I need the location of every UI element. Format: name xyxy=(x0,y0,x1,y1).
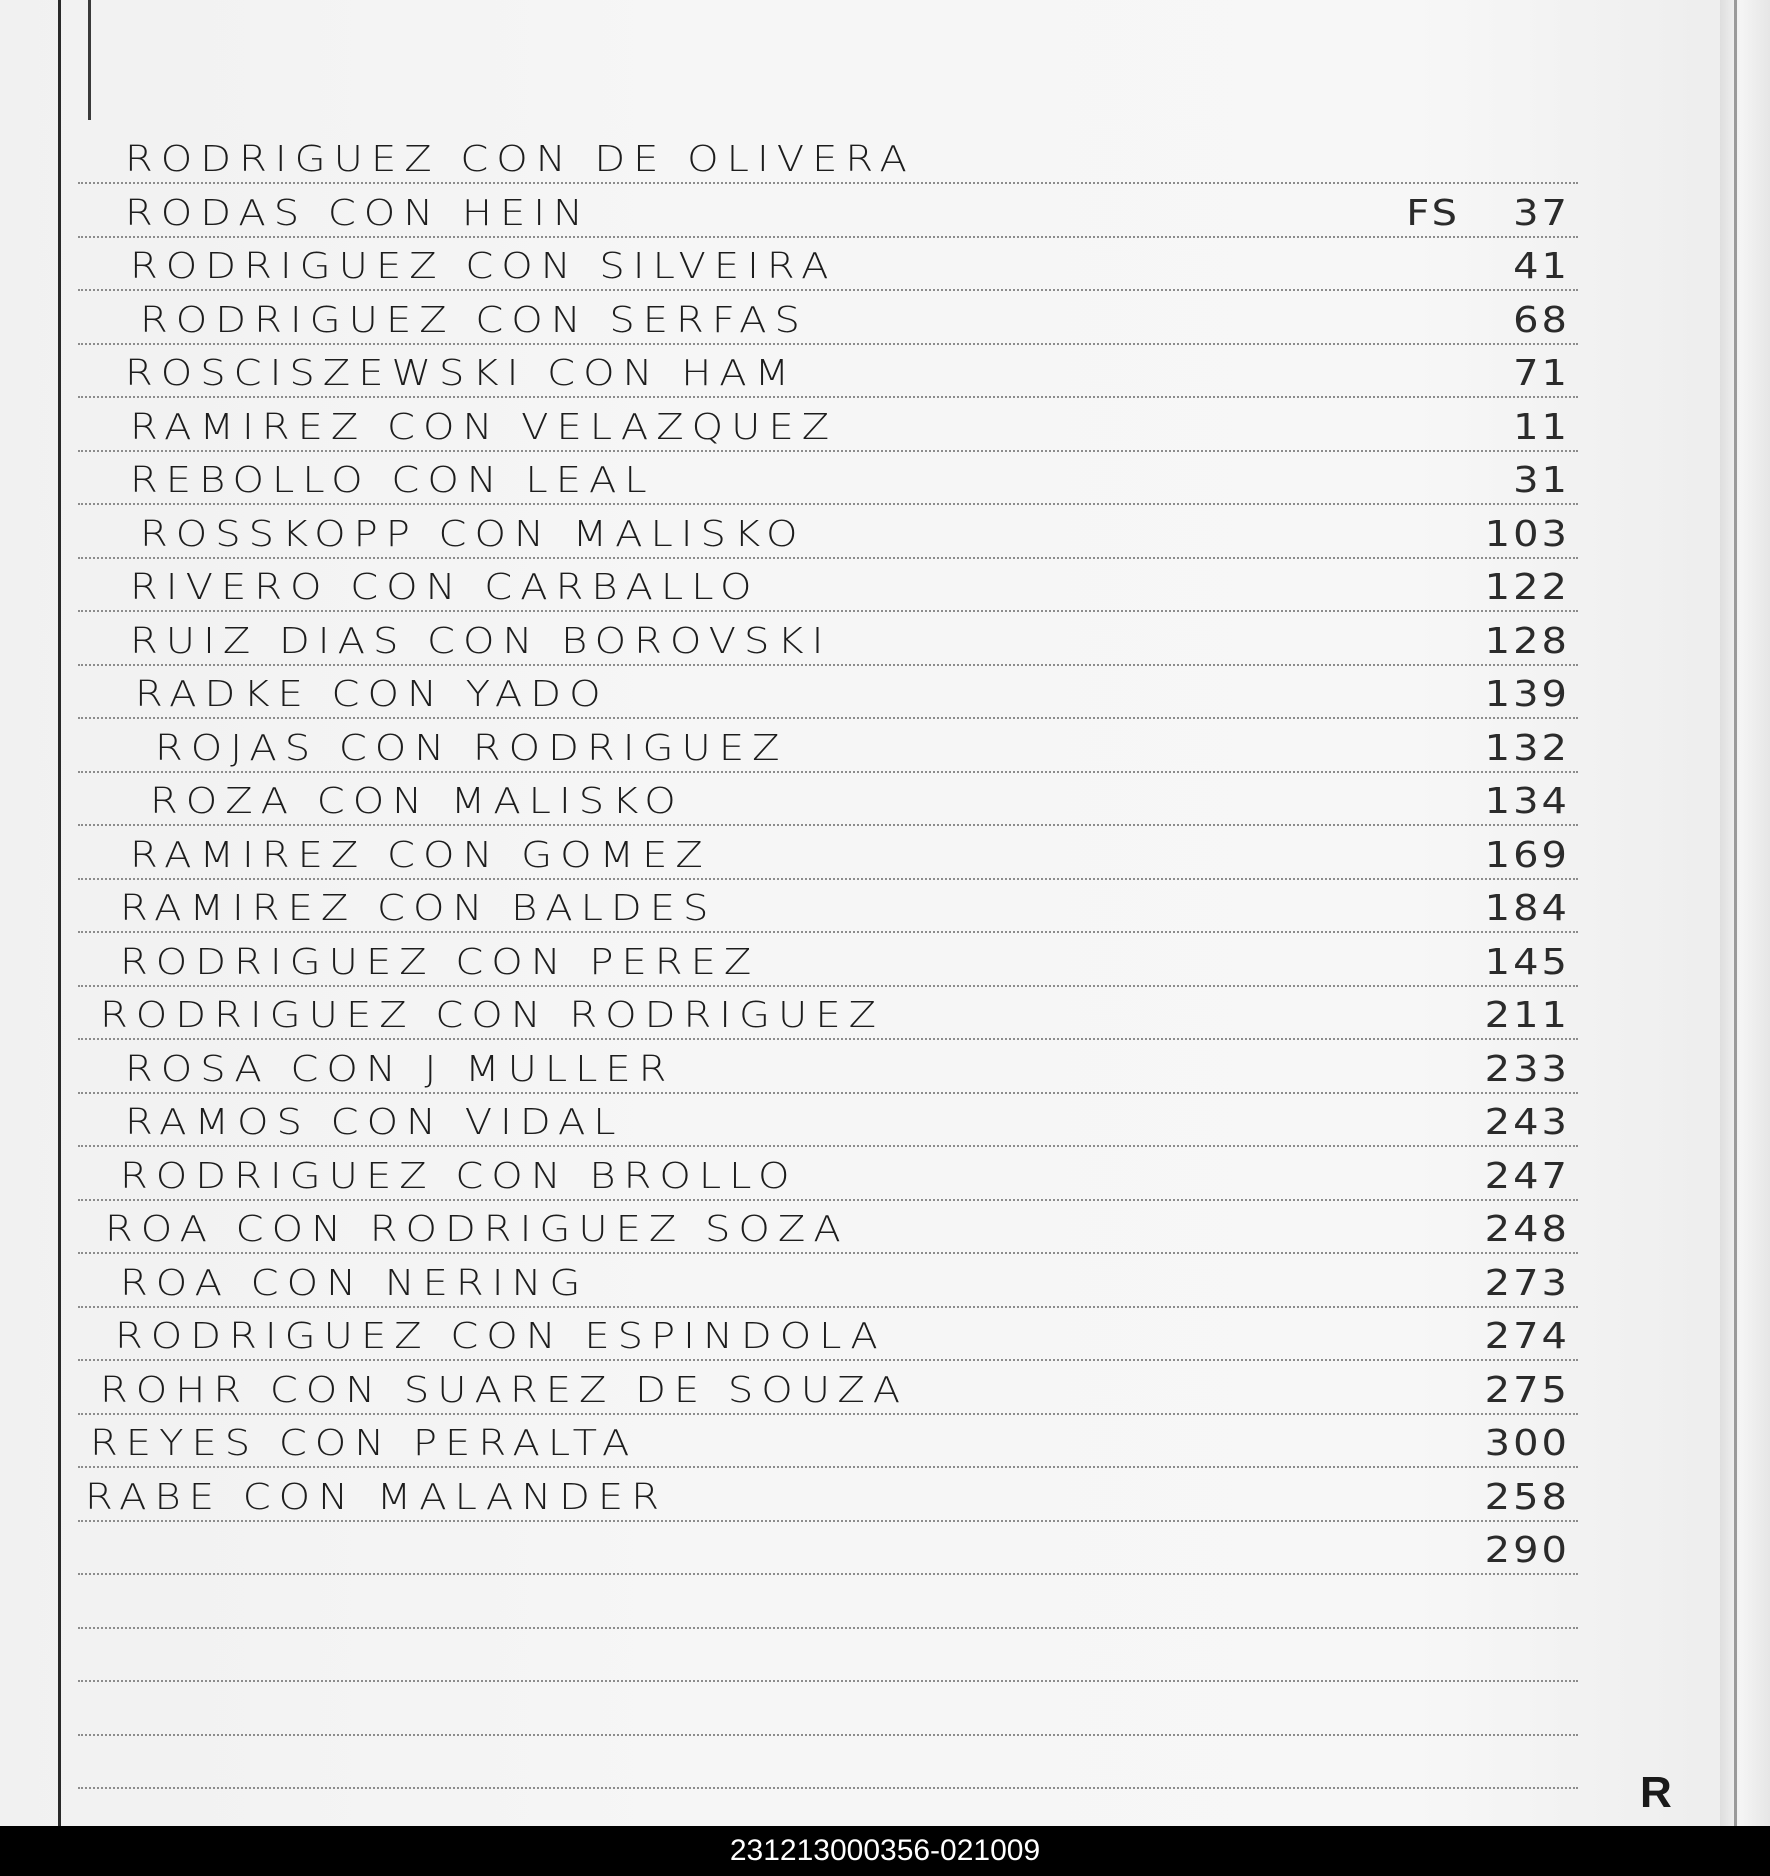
entry-folio: 274 xyxy=(1484,1315,1570,1357)
ledger-entry xyxy=(0,772,1770,824)
entry-folio: 145 xyxy=(1484,941,1570,983)
entry-name: ROHR CON SUAREZ DE SOUZA xyxy=(100,1370,909,1411)
ledger-entry xyxy=(0,184,1770,236)
ledger-entry xyxy=(0,344,1770,396)
ruled-line xyxy=(78,1680,1578,1682)
ledger-entry xyxy=(0,1307,1770,1359)
ledger-entry xyxy=(0,1040,1770,1092)
entry-folio: 31 xyxy=(1513,459,1570,501)
entry-name: RUIZ DIAS CON BOROVSKI xyxy=(130,621,832,662)
entry-name: REBOLLO CON LEAL xyxy=(130,460,655,501)
entry-folio: 247 xyxy=(1484,1155,1570,1197)
ledger-entry xyxy=(0,1147,1770,1199)
ledger-entry xyxy=(0,558,1770,610)
entry-folio: 139 xyxy=(1484,673,1570,715)
entry-name: ROA CON NERING xyxy=(120,1263,589,1304)
entry-name: ROZA CON MALISKO xyxy=(150,781,684,822)
entry-name: RODAS CON HEIN xyxy=(125,193,591,234)
entry-folio: 41 xyxy=(1513,245,1570,287)
index-tab-letter: R xyxy=(1640,1768,1672,1817)
entry-name: ROSA CON J MULLER xyxy=(125,1049,675,1090)
ledger-entry xyxy=(0,1414,1770,1466)
ruled-line xyxy=(78,1787,1578,1789)
ledger-entry xyxy=(0,1468,1770,1520)
entry-folio: 211 xyxy=(1484,994,1570,1036)
ledger-entry xyxy=(0,1200,1770,1252)
scan-id-footer xyxy=(0,1826,1770,1876)
ledger-entry xyxy=(0,505,1770,557)
entry-folio: 11 xyxy=(1513,406,1570,448)
entry-name: RAMIREZ CON BALDES xyxy=(120,888,717,929)
entry-name: RAMOS CON VIDAL xyxy=(125,1102,624,1143)
ruled-line xyxy=(78,1734,1578,1736)
entry-folio: 290 xyxy=(1484,1529,1570,1571)
entry-name: RODRIGUEZ CON BROLLO xyxy=(120,1156,798,1197)
ledger-entry xyxy=(0,130,1770,182)
entry-name: RADKE CON YADO xyxy=(135,674,609,715)
entry-folio: 128 xyxy=(1484,620,1570,662)
entry-name: ROSCISZEWSKI CON HAM xyxy=(125,353,798,394)
entry-name: RODRIGUEZ CON ESPINDOLA xyxy=(115,1316,886,1357)
ledger-entry xyxy=(0,986,1770,1038)
ruled-line xyxy=(78,1627,1578,1629)
ledger-entry xyxy=(0,719,1770,771)
ledger-entry xyxy=(0,1093,1770,1145)
entry-folio: 233 xyxy=(1484,1048,1570,1090)
page-edge-line xyxy=(88,0,91,120)
scan-id: 231213000356-021009 xyxy=(729,1834,1041,1867)
ledger-entry xyxy=(0,291,1770,343)
entry-name: RODRIGUEZ CON DE OLIVERA xyxy=(125,139,915,180)
entry-folio: 134 xyxy=(1484,780,1570,822)
entry-folio: 184 xyxy=(1484,887,1570,929)
entry-folio: 122 xyxy=(1484,566,1570,608)
ledger-entry xyxy=(0,237,1770,289)
ledger-entry xyxy=(0,826,1770,878)
entry-name: ROJAS CON RODRIGUEZ xyxy=(155,728,788,769)
ledger-entry xyxy=(0,1254,1770,1306)
ruled-line xyxy=(78,1573,1578,1575)
entry-name: ROA CON RODRIGUEZ SOZA xyxy=(105,1209,849,1250)
entry-folio: 273 xyxy=(1484,1262,1570,1304)
ledger-entry xyxy=(0,1521,1770,1573)
entry-folio: 68 xyxy=(1513,299,1570,341)
entry-name: RODRIGUEZ CON PEREZ xyxy=(120,942,760,983)
entry-name: RODRIGUEZ CON RODRIGUEZ xyxy=(100,995,884,1036)
entry-folio: 71 xyxy=(1513,352,1570,394)
ledger-entry xyxy=(0,612,1770,664)
ledger-entry xyxy=(0,665,1770,717)
entry-name: RABE CON MALANDER xyxy=(85,1477,667,1518)
ledger-entry xyxy=(0,879,1770,931)
entry-name: REYES CON PERALTA xyxy=(90,1423,638,1464)
ledger-entry xyxy=(0,1361,1770,1413)
entry-folio: 248 xyxy=(1484,1208,1570,1250)
entry-folio: 275 xyxy=(1484,1369,1570,1411)
ledger-entry xyxy=(0,398,1770,450)
ledger-entry xyxy=(0,933,1770,985)
entry-folio: 132 xyxy=(1484,727,1570,769)
folio-prefix: FS xyxy=(1406,192,1460,234)
entry-folio: 243 xyxy=(1484,1101,1570,1143)
entry-name: ROSSKOPP CON MALISKO xyxy=(140,514,806,555)
ledger-entry xyxy=(0,451,1770,503)
entry-folio: 103 xyxy=(1484,513,1570,555)
entry-folio: 300 xyxy=(1484,1422,1570,1464)
entry-name: RAMIREZ CON GOMEZ xyxy=(130,835,711,876)
entry-name: RODRIGUEZ CON SILVEIRA xyxy=(130,246,837,287)
entry-folio: 169 xyxy=(1484,834,1570,876)
entry-name: RODRIGUEZ CON SERFAS xyxy=(140,300,808,341)
entry-folio: 258 xyxy=(1484,1476,1570,1518)
entry-name: RIVERO CON CARBALLO xyxy=(130,567,760,608)
entry-folio: 37 xyxy=(1513,192,1570,234)
entry-name: RAMIREZ CON VELAZQUEZ xyxy=(130,407,838,448)
